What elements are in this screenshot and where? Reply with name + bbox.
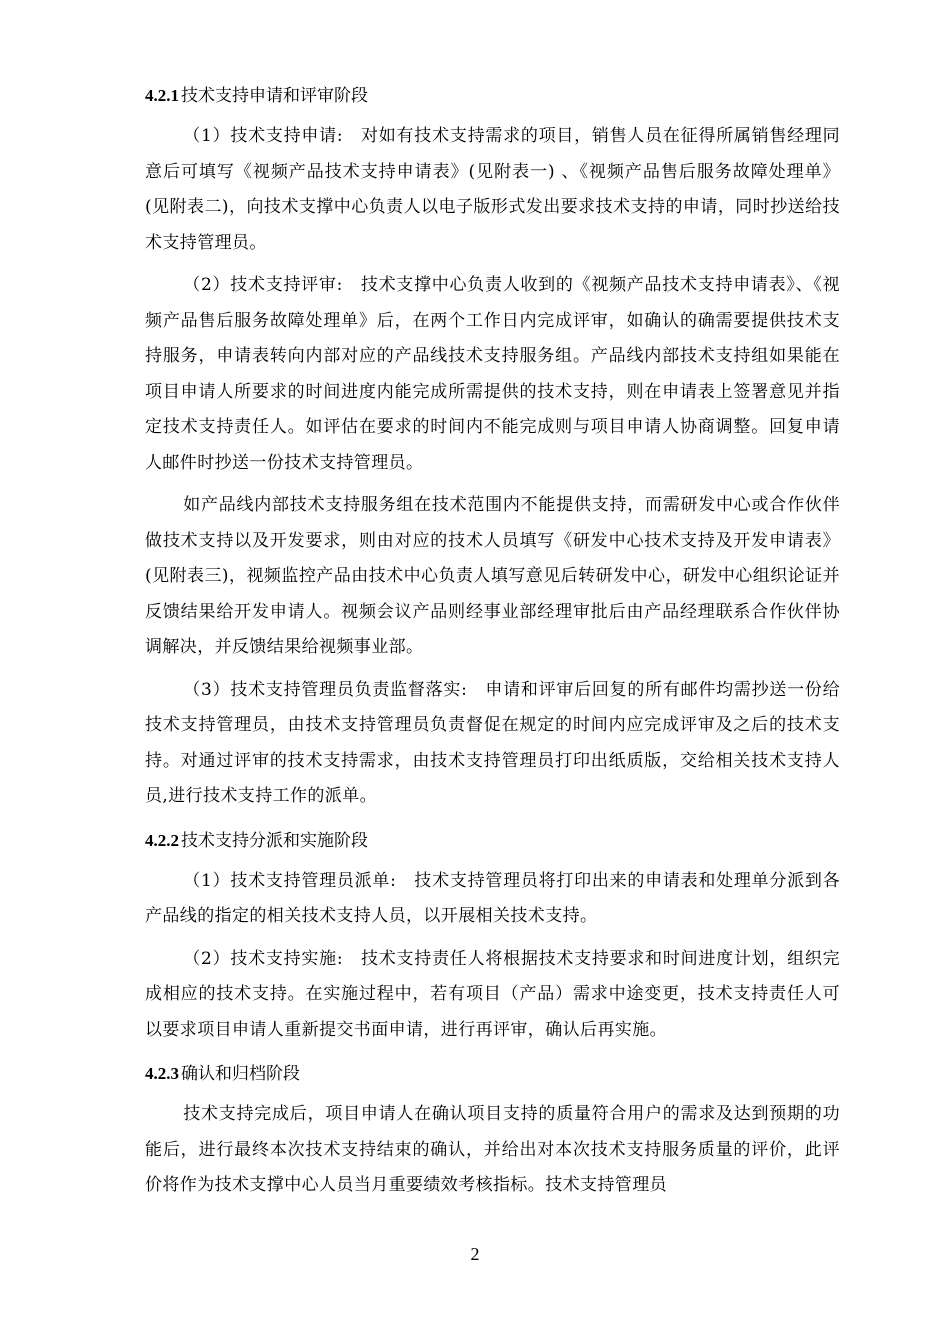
section-number: 4.2.3	[145, 1064, 179, 1083]
paragraph: （2）技术支持评审: 技术支撑中心负责人收到的《视频产品技术支持申请表》、《视频产品售后服务故障处理单》后，在两个工作日内完成评审，如确认的确需要提供技术支持服务，申请表转向内部对应的产品线技术支持服务组。产品线内部技术支持组如果能在项目申请人所要求的时间进度内能完成所需提供的技术支持，则在申请表上签署意见并指定技术支持责任人。如评估在要求的时间内不能完成则与项目申请人协商调整。回复申请人邮件时抄送一份技术支持管理员。	[145, 275, 840, 473]
section-number: 4.2.2	[145, 830, 179, 850]
paragraph: （1）技术支持管理员派单: 技术支持管理员将打印出来的申请表和处理单分派到各产品线的指定的相关技术支持人员，以开展相关技术支持。	[145, 870, 840, 926]
page-body	[145, 77, 840, 1211]
section-title: 技术支持申请和评审阶段	[181, 86, 368, 106]
page-number: 2	[470, 1244, 480, 1264]
section-number: 4.2.1	[145, 86, 179, 105]
paragraph: （3）技术支持管理员负责监督落实: 申请和评审后回复的所有邮件均需抄送一份给技术支持管理员，由技术支持管理员负责督促在规定的时间内应完成评审及之后的技术支持。对通过评审的技术支持需求，由技术支持管理员打印出纸质版，交给相关技术支持人员,进行技术支持工作的派单。	[145, 679, 840, 806]
paragraph: （1）技术支持申请: 对如有技术支持需求的项目，销售人员在征得所属销售经理同意后可填写《视频产品技术支持申请表》(见附表一) 、《视频产品售后服务故障处理单》(见附表二)，向技术支撑中心负责人以电子版形式发出要求技术支持的申请，同时抄送给技术支持管理员。	[145, 126, 840, 253]
paragraph: 技术支持完成后，项目申请人在确认项目支持的质量符合用户的需求及达到预期的功能后，进行最终本次技术支持结束的确认，并给出对本次技术支持服务质量的评价，此评价将作为技术支撑中心人员当月重要绩效考核指标。技术支持管理员	[145, 1104, 840, 1195]
section-heading-4-2-3	[145, 1055, 840, 1093]
section-title: 技术支持分派和实施阶段	[181, 830, 368, 851]
paragraph: 如产品线内部技术支持服务组在技术范围内不能提供支持，而需研发中心或合作伙伴做技术支持以及开发要求，则由对应的技术人员填写《研发中心技术支持及开发申请表》(见附表三)，视频监控产品由技术中心负责人填写意见后转研发中心，研发中心组织论证并反馈结果给开发申请人。视频会议产品则经事业部经理审批后由产品经理联系合作伙伴协调解决，并反馈结果给视频事业部。	[145, 495, 840, 657]
section-heading-4-2-2	[145, 822, 840, 860]
paragraph: （2）技术支持实施: 技术支持责任人将根据技术支持要求和时间进度计划，组织完成相应的技术支持。在实施过程中，若有项目（产品）需求中途变更，技术支持责任人可以要求项目申请人重新提交书面申请，进行再评审，确认后再实施。	[145, 948, 840, 1040]
section-title: 确认和归档阶段	[181, 1064, 300, 1084]
section-heading-4-2-1	[145, 77, 840, 115]
